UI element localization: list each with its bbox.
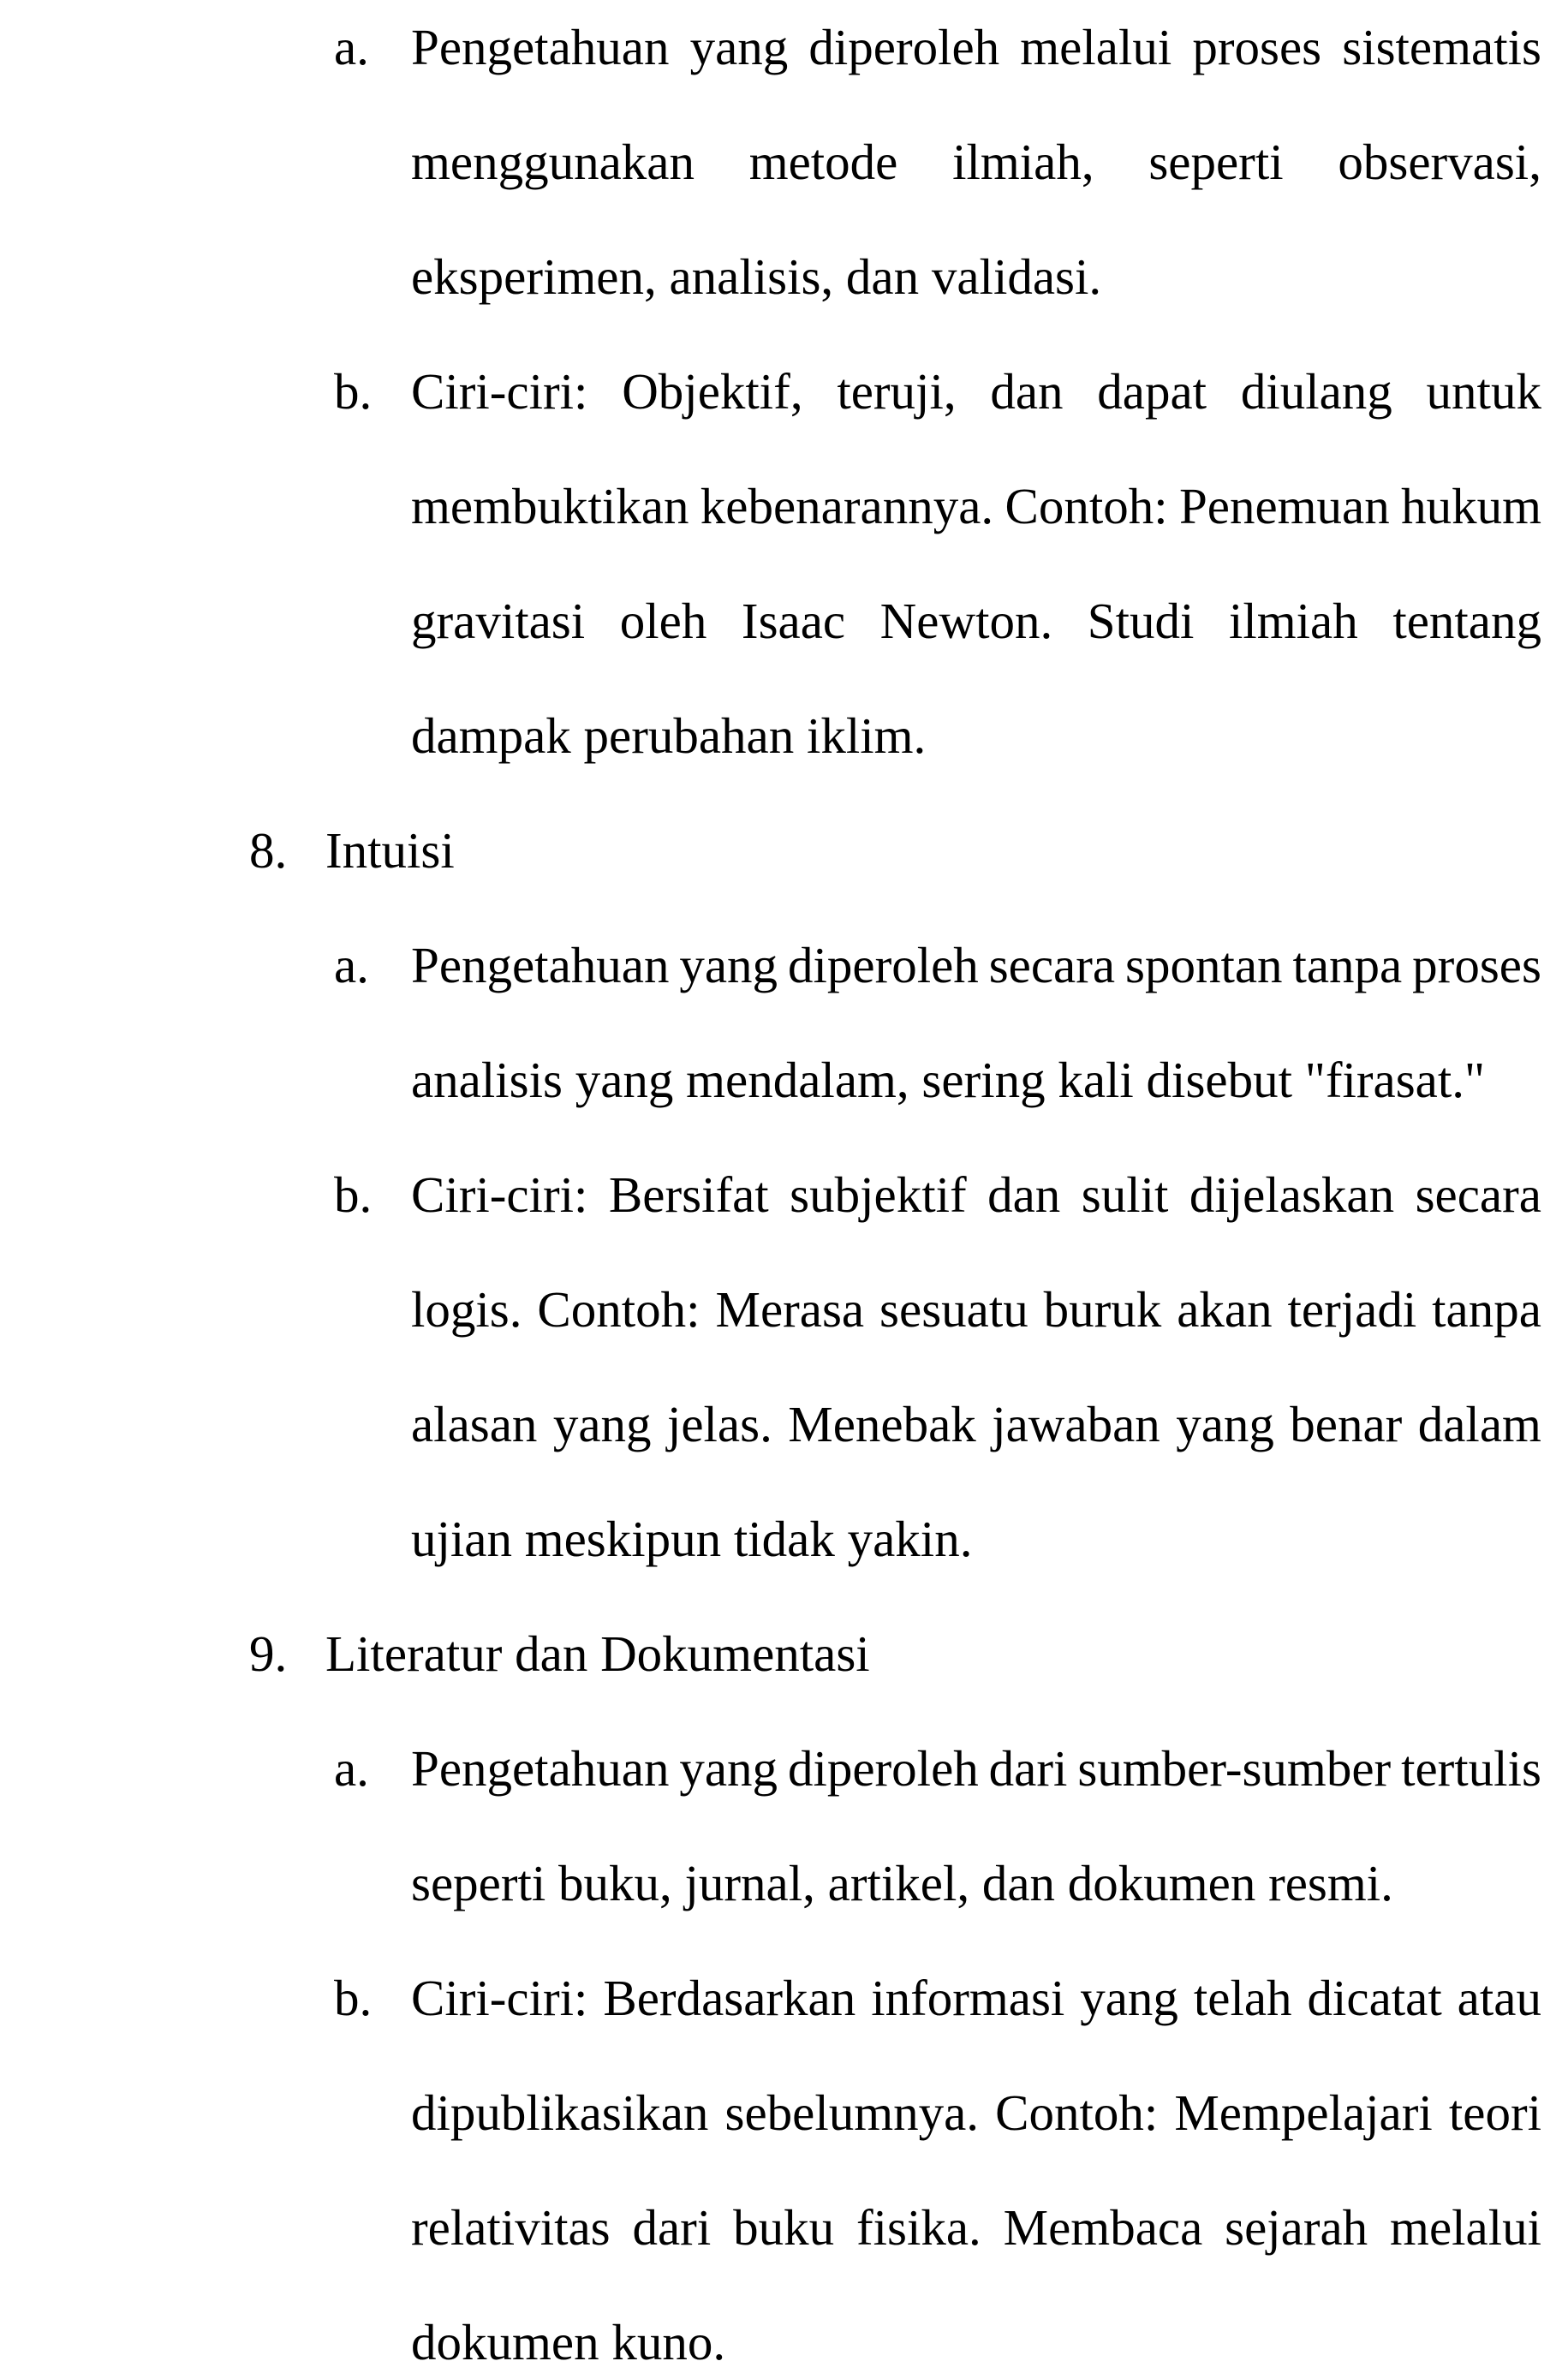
word: yang: [679, 1740, 778, 1797]
word: Contoh:: [537, 1281, 701, 1338]
text-line: [411, 1711, 1541, 1826]
word: Bersifat: [608, 1166, 769, 1223]
word: Contoh:: [995, 2084, 1159, 2141]
paragraph: [411, 334, 1541, 793]
word: relativitas: [411, 2199, 611, 2256]
word: ilmiah: [1228, 593, 1358, 649]
text-line: [411, 334, 1541, 449]
word: proses: [1192, 19, 1322, 75]
word: sesuatu: [879, 1281, 1028, 1338]
letter-marker: a.: [334, 1740, 369, 1797]
number-marker: 9.: [249, 1625, 288, 1682]
word: Pengetahuan: [411, 937, 670, 993]
word: dalam: [1417, 1396, 1541, 1452]
word: jelas.: [666, 1396, 772, 1452]
paragraph: [411, 1711, 1541, 1941]
word: teori: [1448, 2084, 1541, 2141]
word: dijelaskan: [1189, 1166, 1395, 1223]
text-line: [411, 1367, 1541, 1482]
word: Isaac: [741, 593, 846, 649]
list-item: [0, 908, 1568, 1137]
word: sejarah: [1225, 2199, 1368, 2256]
word: tanpa: [1432, 1281, 1541, 1338]
word: dapat: [1097, 363, 1207, 420]
word: dari: [632, 2199, 712, 2256]
word: proses: [1412, 937, 1541, 993]
word: benar: [1290, 1396, 1403, 1452]
word: menggunakan: [411, 134, 695, 190]
text-line: dampak perubahan iklim.: [411, 707, 927, 764]
word: Pengetahuan: [411, 1740, 670, 1797]
text-line: ujian meskipun tidak yakin.: [411, 1511, 973, 1567]
word: yang: [552, 1396, 652, 1452]
word: Penemuan: [1178, 478, 1390, 534]
text-line: Literatur dan Dokumentasi: [325, 1625, 870, 1682]
word: secara: [988, 937, 1116, 993]
word: Studi: [1087, 593, 1195, 649]
word: dan: [990, 363, 1064, 420]
text-line: dokumen kuno.: [411, 2314, 726, 2370]
paragraph: [325, 793, 455, 908]
word: alasan: [411, 1396, 538, 1452]
list-item: [0, 334, 1568, 793]
text-line: [411, 2055, 1541, 2170]
word: terjadi: [1287, 1281, 1417, 1338]
word: fisika.: [856, 2199, 981, 2256]
word: melalui: [1390, 2199, 1541, 2256]
word: Merasa: [715, 1281, 865, 1338]
text-line: analisis yang mendalam, sering kali disebut "firasat.": [411, 1052, 1486, 1108]
word: untuk: [1426, 363, 1541, 420]
paragraph: [411, 908, 1541, 1137]
word: metode: [748, 134, 898, 190]
word: oleh: [619, 593, 707, 649]
word: Ciri-ciri:: [411, 1166, 588, 1223]
word: Objektif,: [622, 363, 803, 420]
word: Menebak: [788, 1396, 976, 1452]
word: Pengetahuan: [411, 19, 670, 75]
word: spontan: [1125, 937, 1283, 993]
word: tanpa: [1292, 937, 1403, 993]
word: Mempelajari: [1174, 2084, 1433, 2141]
word: kebenarannya.: [700, 478, 994, 534]
text-line: [411, 908, 1541, 1023]
word: diperoleh: [787, 1740, 979, 1797]
list-item: [0, 1941, 1568, 2379]
paragraph: [411, 1941, 1541, 2379]
word: tentang: [1392, 593, 1541, 649]
word: dipublikasikan: [411, 2084, 709, 2141]
word: Ciri-ciri:: [411, 363, 588, 420]
word: diperoleh: [787, 937, 979, 993]
word: dan: [987, 1166, 1061, 1223]
word: sumber-sumber: [1077, 1740, 1392, 1797]
word: yang: [689, 19, 789, 75]
word: sulit: [1081, 1166, 1169, 1223]
word: jawaban: [992, 1396, 1160, 1452]
text-line: [411, 1941, 1541, 2055]
word: diulang: [1240, 363, 1392, 420]
word: ilmiah,: [952, 134, 1094, 190]
word: Ciri-ciri:: [411, 1970, 588, 2026]
text-line: seperti buku, jurnal, artikel, dan dokumen resmi.: [411, 1855, 1393, 1911]
word: membuktikan: [411, 478, 689, 534]
word: diperoleh: [808, 19, 1000, 75]
text-line: eksperimen, analisis, dan validasi.: [411, 248, 1102, 305]
word: sebelumnya.: [724, 2084, 980, 2141]
word: dari: [988, 1740, 1068, 1797]
word: yang: [1176, 1396, 1274, 1452]
letter-marker: a.: [334, 19, 369, 75]
word: gravitasi: [411, 593, 586, 649]
word: tertulis: [1401, 1740, 1541, 1797]
text-line: [411, 1137, 1541, 1252]
word: observasi,: [1338, 134, 1541, 190]
word: melalui: [1020, 19, 1172, 75]
text-line: [411, 0, 1541, 104]
word: telah: [1193, 1970, 1292, 2026]
word: buruk: [1043, 1281, 1162, 1338]
text-line: [411, 563, 1541, 678]
paragraph: [411, 1137, 1541, 1596]
list-item: [0, 793, 1568, 908]
word: akan: [1177, 1281, 1273, 1338]
word: Newton.: [879, 593, 1053, 649]
text-line: [411, 449, 1541, 563]
letter-marker: a.: [334, 937, 369, 993]
word: Berdasarkan: [603, 1970, 856, 2026]
word: sistematis: [1342, 19, 1541, 75]
word: Contoh:: [1005, 478, 1168, 534]
word: logis.: [411, 1281, 522, 1338]
word: seperti: [1148, 134, 1284, 190]
word: yang: [679, 937, 778, 993]
text-line: [411, 2170, 1541, 2285]
text-line: [411, 104, 1541, 219]
word: subjektif: [790, 1166, 967, 1223]
text-line: Intuisi: [325, 822, 455, 879]
word: teruji,: [837, 363, 957, 420]
word: Membaca: [1003, 2199, 1203, 2256]
word: hukum: [1401, 478, 1541, 534]
letter-marker: b.: [334, 1166, 373, 1223]
list-item: [0, 1711, 1568, 1941]
paragraph: [325, 1596, 870, 1711]
paragraph: [411, 0, 1541, 334]
list-item: [0, 0, 1568, 334]
word: atau: [1457, 1970, 1541, 2026]
word: dicatat: [1307, 1970, 1442, 2026]
number-marker: 8.: [249, 822, 288, 879]
letter-marker: b.: [334, 1970, 373, 2026]
letter-marker: b.: [334, 363, 373, 420]
list-item: [0, 1137, 1568, 1596]
word: buku: [733, 2199, 835, 2256]
text-line: [411, 1252, 1541, 1367]
word: informasi: [871, 1970, 1065, 2026]
list-item: [0, 1596, 1568, 1711]
word: yang: [1080, 1970, 1178, 2026]
word: secara: [1415, 1166, 1541, 1223]
